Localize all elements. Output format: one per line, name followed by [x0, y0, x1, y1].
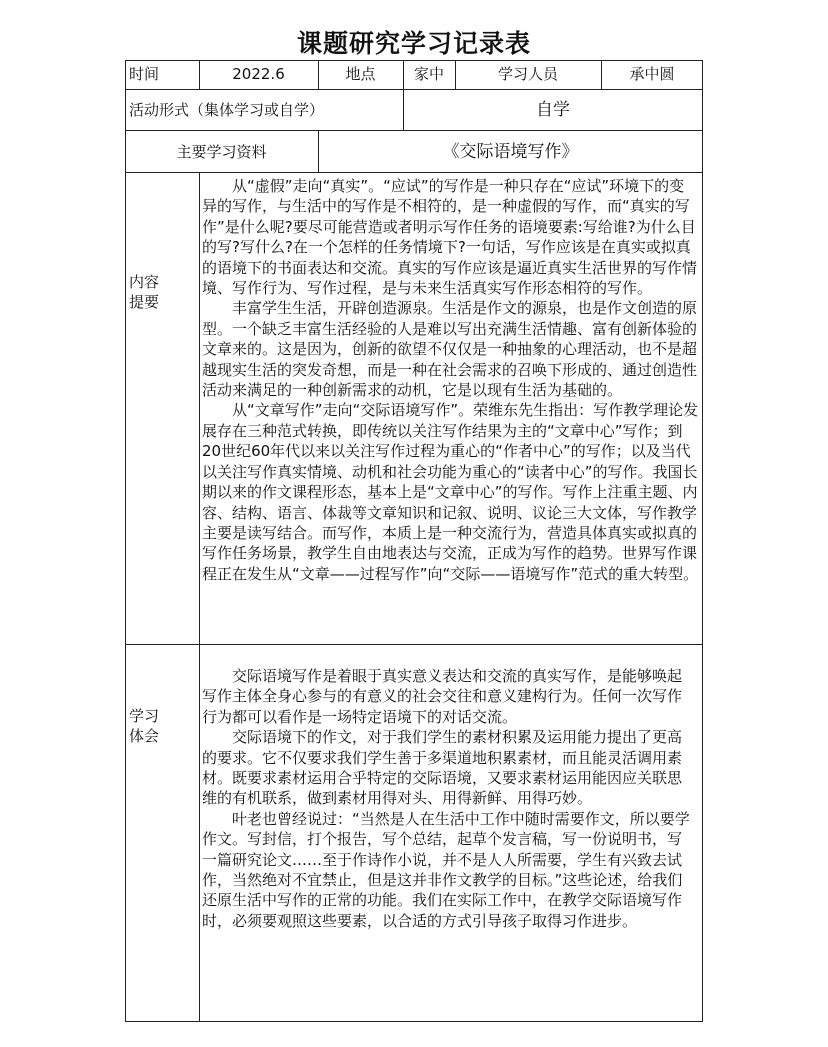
row-divider [125, 130, 703, 131]
activity-form-value: 自学 [536, 100, 570, 120]
reflection-paragraph: 交际语境写作是着眼于真实意义表达和交流的真实写作，是能够唤起写作主体全身心参与的有意义的社会交往和意义建构行为。任何一次写作行为都可以看作是一场特定语境下的对话交流。 [202, 667, 683, 726]
reflection-text [202, 666, 692, 931]
summary-label [129, 272, 159, 312]
reflection-label-line2: 体会 [129, 727, 160, 745]
page-title: 课题研究学习记录表 [296, 29, 531, 58]
reflection-paragraph: 交际语境下的作文，对于我们学生的素材积累及运用能力提出了更高的要求。它不仅要求我们学生善于多渠道地积累素材，而且能灵活调用素材。既要求素材运用合乎特定的交际语境，又要求素材运用能因应关联思维的有机联系，做到素材用得对头、用得新鲜、用得巧妙。 [202, 728, 683, 808]
time-value: 2022.6 [232, 65, 285, 83]
summary-paragraph: 丰富学生生活，开辟创造源泉。生活是作文的源泉，也是作文创造的原型。一个缺乏丰富生活经验的人是难以写出充满生活情趣、富有创新体验的文章来的。这是因为，创新的欲望不仅仅是一种抽象的心理活动，也不是超越现实生活的突发奇想，而是一种在社会需求的召唤下形成的、通过创造性活动来满足的一种创新需求的动机，它是以现有生活为基础的。 [202, 299, 698, 400]
row-divider [125, 172, 703, 173]
reflection-label [129, 706, 159, 746]
row-divider [125, 644, 703, 645]
place-label: 地点 [345, 65, 376, 83]
row-divider [125, 89, 703, 90]
material-value: 《交际语境写作》 [442, 142, 579, 162]
summary-label-line1: 内容 [129, 273, 160, 291]
place-value: 家中 [413, 65, 444, 83]
person-label: 学习人员 [497, 65, 558, 83]
time-label: 时间 [129, 65, 160, 83]
summary-paragraph: 从“虚假”走向“真实”。“应试”的写作是一种只存在“应试”环境下的变异的写作，与生活中的写作是不相符的，是一种虚假的写作，而“真实的写作”是什么呢?要尽可能营造或者明示写作任务的语境要素:写给谁?为什么目的写?写什么?在一个怎样的任务情境下?一句话，写作应该是在真实或拟真的语境下的书面表达和交流。真实的写作应该是逼近真实生活世界的写作情境、写作行为、写作过程，是与未来生活真实写作形态相符的写作。 [202, 177, 698, 298]
reflection-label-line1: 学习 [129, 707, 160, 725]
summary-text [202, 176, 699, 584]
col-divider [199, 172, 200, 1022]
summary-label-line2: 提要 [129, 293, 160, 311]
summary-paragraph: 从“文章写作”走向“交际语境写作”。荣维东先生指出：写作教学理论发展存在三种范式转换，即传统以关注写作结果为主的“文章中心”写作；到20世纪60年代以来以关注写作过程为重心的“作者中心”的写作；以及当代以关注写作真实情境、动机和社会功能为重心的“读者中心”的写作。我国长期以来的作文课程形态，基本上是“文章中心”的写作。写作上注重主题、内容、结构、语言、体裁等文章知识和记叙、说明、议论三大文体，写作教学主要是读写结合。而写作，本质上是一种交流行为，营造具体真实或拟真的写作任务场景，教学生自由地表达与交流，正成为写作的趋势。世界写作课程正在发生从“文章——过程写作”向“交际——语境写作”范式的重大转型。 [202, 401, 699, 583]
activity-form-label: 活动形式（集体学习或自学） [129, 101, 325, 119]
reflection-paragraph: 叶老也曾经说过：“当然是人在生活中工作中随时需要作文，所以要学作文。写封信，打个报告，写个总结，起草个发言稿，写一份说明书，写一篇研究论文……至于作诗作小说，并不是人人所需要，学生有兴致去试作，当然绝对不宜禁止，但是这并非作文教学的目标。”这些论述，给我们还原生活中写作的正常的功能。我们在实际工作中，在教学交际语境写作时，必须要观照这些要素，以合适的方式引导孩子取得习作进步。 [202, 809, 690, 930]
person-value: 承中圆 [629, 65, 675, 83]
material-label: 主要学习资料 [176, 143, 267, 161]
